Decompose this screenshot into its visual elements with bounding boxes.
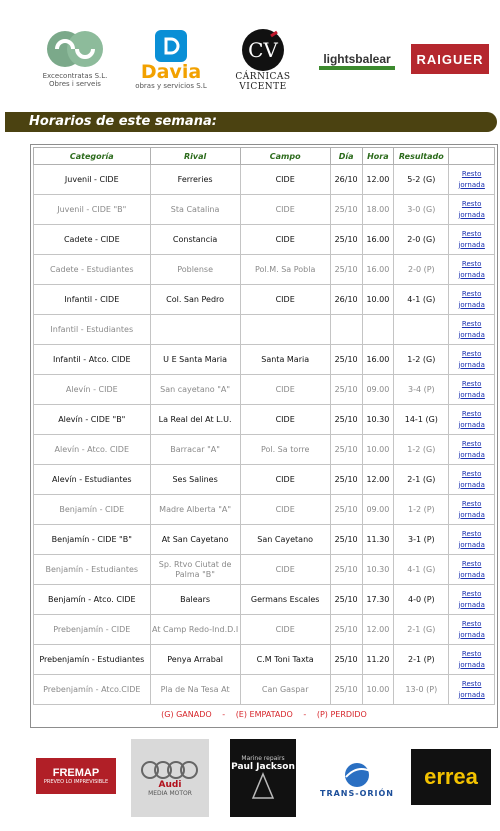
cell-categoria: Infantil - CIDE (34, 285, 151, 315)
cell-rival: Balears (150, 585, 240, 615)
audi-title: Audi (158, 779, 182, 790)
cell-rival: Col. San Pedro (150, 285, 240, 315)
cell-resultado: 3-4 (P) (394, 375, 449, 405)
cell-dia: 26/10 (330, 285, 362, 315)
errea-title: errea (424, 764, 478, 789)
cell-hora: 16.00 (362, 225, 394, 255)
cell-resto (449, 225, 495, 255)
cell-resultado: 3-1 (P) (394, 525, 449, 555)
cell-resto (449, 375, 495, 405)
svg-text:CV: CV (248, 38, 278, 62)
resto-jornada-link[interactable]: Resto jornada (458, 589, 485, 609)
cell-hora: 10.30 (362, 555, 394, 585)
cell-rival: Pla de Na Tesa At (150, 675, 240, 705)
cell-hora: 09.00 (362, 375, 394, 405)
cell-resultado: 4-1 (G) (394, 555, 449, 585)
cell-resultado: 1-2 (G) (394, 345, 449, 375)
table-row (34, 675, 495, 705)
table-row (34, 615, 495, 645)
cell-campo: Can Gaspar (240, 675, 330, 705)
cell-dia: 25/10 (330, 255, 362, 285)
sail-icon (243, 772, 283, 802)
cell-hora: 12.00 (362, 615, 394, 645)
cell-resultado: 1-2 (G) (394, 435, 449, 465)
cell-rival: Sp. Rtvo Ciutat de Palma "B" (150, 555, 240, 585)
resto-jornada-link[interactable]: Resto jornada (458, 349, 485, 369)
resto-jornada-link[interactable]: Resto jornada (458, 199, 485, 219)
resto-jornada-link[interactable]: Resto jornada (458, 229, 485, 249)
cell-dia: 25/10 (330, 555, 362, 585)
legend-separator: - (222, 710, 226, 719)
cv-monogram-icon (241, 28, 285, 72)
cell-resultado: 2-1 (P) (394, 645, 449, 675)
cell-rival: Barracar "A" (150, 435, 240, 465)
cell-hora (362, 315, 394, 345)
cell-campo: CIDE (240, 225, 330, 255)
table-row (34, 465, 495, 495)
bottom-sponsors (0, 733, 500, 831)
table-row (34, 585, 495, 615)
davia-logo[interactable] (135, 22, 207, 98)
cell-categoria: Benjamín - CIDE "B" (34, 525, 151, 555)
resto-jornada-link[interactable]: Resto jornada (458, 439, 485, 459)
table-row (34, 405, 495, 435)
paul-jackson-logo[interactable] (230, 739, 296, 817)
table-header-row (34, 148, 495, 165)
errea-logo[interactable] (411, 749, 491, 805)
audi-rings-icon (140, 760, 200, 780)
cell-dia: 25/10 (330, 375, 362, 405)
cell-hora: 09.00 (362, 495, 394, 525)
trans-orion-logo[interactable] (315, 755, 399, 803)
cell-rival: Madre Alberta "A" (150, 495, 240, 525)
cell-dia: 25/10 (330, 675, 362, 705)
cell-rival: Ferreries (150, 165, 240, 195)
excecontratas-logo[interactable] (40, 22, 110, 92)
cell-resto (449, 405, 495, 435)
resto-jornada-link[interactable]: Resto jornada (458, 469, 485, 489)
cell-resultado (394, 315, 449, 345)
table-row (34, 225, 495, 255)
cell-hora: 12.00 (362, 465, 394, 495)
resto-jornada-link[interactable]: Resto jornada (458, 409, 485, 429)
raiguer-logo[interactable] (411, 44, 489, 74)
cell-campo: Pol. Sa torre (240, 435, 330, 465)
trans-orion-title: TRANS-ORIÓN (319, 788, 395, 798)
table-row (34, 495, 495, 525)
cell-resto (449, 675, 495, 705)
cell-rival: Poblense (150, 255, 240, 285)
legend-ganado: (G) GANADO (161, 710, 212, 719)
cell-hora: 17.30 (362, 585, 394, 615)
cell-resultado: 2-0 (G) (394, 225, 449, 255)
cell-rival: U E Santa Maria (150, 345, 240, 375)
cell-categoria: Alevín - Estudiantes (34, 465, 151, 495)
excecontratas-emblem-icon (43, 26, 107, 72)
cell-rival: Penya Arrabal (150, 645, 240, 675)
header-resto (449, 148, 495, 165)
cell-categoria: Benjamín - Atco. CIDE (34, 585, 151, 615)
lightsbalear-bar (319, 66, 395, 70)
cell-resultado: 2-0 (P) (394, 255, 449, 285)
cell-categoria: Cadete - Estudiantes (34, 255, 151, 285)
resto-jornada-link[interactable]: Resto jornada (458, 679, 485, 699)
top-sponsors (0, 0, 500, 110)
resto-jornada-link[interactable]: Resto jornada (458, 619, 485, 639)
cell-dia: 25/10 (330, 465, 362, 495)
header-hora: Hora (362, 148, 394, 165)
table-row (34, 555, 495, 585)
cell-hora: 16.00 (362, 255, 394, 285)
header-rival: Rival (150, 148, 240, 165)
cell-rival: San cayetano "A" (150, 375, 240, 405)
cell-resultado: 2-1 (G) (394, 465, 449, 495)
cell-resto (449, 585, 495, 615)
section-title: Horarios de este semana: (29, 114, 217, 129)
legend-separator: - (303, 710, 307, 719)
table-row (34, 165, 495, 195)
cell-dia: 25/10 (330, 585, 362, 615)
resto-jornada-link[interactable]: Resto jornada (458, 559, 485, 579)
cell-resto (449, 255, 495, 285)
resto-jornada-link[interactable]: Resto jornada (458, 169, 485, 189)
paul-jackson-title: Paul Jackson (231, 761, 295, 772)
table-row (34, 645, 495, 675)
resto-jornada-link[interactable]: Resto jornada (458, 649, 485, 669)
resto-jornada-link[interactable]: Resto jornada (458, 529, 485, 549)
trans-orion-globe-icon (342, 761, 372, 789)
cell-campo: CIDE (240, 465, 330, 495)
cell-rival (150, 315, 240, 345)
legend-perdido: (P) PERDIDO (316, 710, 367, 719)
table-row (34, 375, 495, 405)
cell-hora: 12.00 (362, 165, 394, 195)
cell-categoria: Prebenjamín - Estudiantes (34, 645, 151, 675)
cell-campo: Santa Maria (240, 345, 330, 375)
cell-dia: 26/10 (330, 165, 362, 195)
cell-resto (449, 465, 495, 495)
audi-caption: MEDIA MOTOR (148, 789, 192, 797)
cell-categoria: Benjamín - CIDE (34, 495, 151, 525)
header-resultado: Resultado (394, 148, 449, 165)
resto-jornada-link[interactable]: Resto jornada (458, 259, 485, 279)
cell-resultado: 4-1 (G) (394, 285, 449, 315)
cell-resto (449, 645, 495, 675)
carnicas-vicente-caption: CÁRNICAS VICENTE (235, 72, 291, 92)
resto-jornada-link[interactable]: Resto jornada (458, 319, 485, 339)
cell-dia: 25/10 (330, 525, 362, 555)
cell-categoria: Alevín - CIDE "B" (34, 405, 151, 435)
cell-rival: Ses Salines (150, 465, 240, 495)
cell-resto (449, 345, 495, 375)
header-dia: Día (330, 148, 362, 165)
lightsbalear-title: lightsbalear (323, 52, 391, 66)
audi-logo[interactable] (131, 739, 209, 817)
cell-campo (240, 315, 330, 345)
cell-hora: 10.30 (362, 405, 394, 435)
fremap-logo[interactable] (36, 758, 116, 794)
header-campo: Campo (240, 148, 330, 165)
cell-categoria: Alevín - Atco. CIDE (34, 435, 151, 465)
cell-resultado: 1-2 (P) (394, 495, 449, 525)
cell-dia: 25/10 (330, 405, 362, 435)
cell-resultado: 5-2 (G) (394, 165, 449, 195)
cell-categoria: Benjamín - Estudiantes (34, 555, 151, 585)
fremap-caption: PREVEO LO IMPREVISIBLE (43, 779, 109, 785)
schedule-table (33, 147, 495, 705)
cell-dia: 25/10 (330, 195, 362, 225)
cell-categoria: Juvenil - CIDE "B" (34, 195, 151, 225)
cell-hora: 10.00 (362, 675, 394, 705)
cell-resto (449, 615, 495, 645)
lightsbalear-logo[interactable] (318, 48, 396, 74)
cell-dia: 25/10 (330, 645, 362, 675)
cell-resto (449, 435, 495, 465)
cell-hora: 11.20 (362, 645, 394, 675)
table-row (34, 435, 495, 465)
paul-jackson-caption: Marine repairs (241, 754, 285, 762)
cell-resto (449, 495, 495, 525)
cell-categoria: Prebenjamín - Atco.CIDE (34, 675, 151, 705)
cell-dia (330, 315, 362, 345)
table-row (34, 315, 495, 345)
davia-d-icon (155, 30, 187, 62)
cell-campo: Pol.M. Sa Pobla (240, 255, 330, 285)
carnicas-vicente-logo[interactable] (230, 22, 296, 98)
section-banner (5, 112, 497, 132)
table-row (34, 285, 495, 315)
cell-campo: CIDE (240, 195, 330, 225)
cell-campo: CIDE (240, 555, 330, 585)
cell-dia: 25/10 (330, 435, 362, 465)
cell-hora: 18.00 (362, 195, 394, 225)
table-row (34, 525, 495, 555)
cell-dia: 25/10 (330, 615, 362, 645)
cell-categoria: Cadete - CIDE (34, 225, 151, 255)
cell-rival: At San Cayetano (150, 525, 240, 555)
legend-empatado: (E) EMPATADO (235, 710, 293, 719)
cell-categoria: Juvenil - CIDE (34, 165, 151, 195)
cell-categoria: Alevín - CIDE (34, 375, 151, 405)
cell-resultado: 4-0 (P) (394, 585, 449, 615)
cell-categoria: Infantil - Atco. CIDE (34, 345, 151, 375)
cell-hora: 10.00 (362, 435, 394, 465)
schedule-table-frame (30, 144, 498, 728)
cell-campo: CIDE (240, 495, 330, 525)
cell-categoria: Infantil - Estudiantes (34, 315, 151, 345)
cell-dia: 25/10 (330, 495, 362, 525)
cell-resto (449, 555, 495, 585)
cell-campo: Germans Escales (240, 585, 330, 615)
cell-rival: Constancia (150, 225, 240, 255)
cell-campo: San Cayetano (240, 525, 330, 555)
resto-jornada-link[interactable]: Resto jornada (458, 499, 485, 519)
cell-campo: CIDE (240, 285, 330, 315)
cell-campo: CIDE (240, 405, 330, 435)
cell-resultado: 2-1 (G) (394, 615, 449, 645)
cell-hora: 11.30 (362, 525, 394, 555)
cell-rival: La Real del At L.U. (150, 405, 240, 435)
table-row (34, 345, 495, 375)
cell-resto (449, 165, 495, 195)
raiguer-title: RAIGUER (416, 51, 484, 67)
resto-jornada-link[interactable]: Resto jornada (458, 379, 485, 399)
resto-jornada-link[interactable]: Resto jornada (458, 289, 485, 309)
cell-resultado: 13-0 (P) (394, 675, 449, 705)
cell-campo: CIDE (240, 375, 330, 405)
cell-categoria: Prebenjamín - CIDE (34, 615, 151, 645)
cell-resto (449, 285, 495, 315)
table-row (34, 255, 495, 285)
cell-hora: 16.00 (362, 345, 394, 375)
cell-resultado: 3-0 (G) (394, 195, 449, 225)
cell-resto (449, 315, 495, 345)
cell-rival: Sta Catalina (150, 195, 240, 225)
table-row (34, 195, 495, 225)
cell-campo: CIDE (240, 615, 330, 645)
cell-campo: CIDE (240, 165, 330, 195)
cell-resto (449, 195, 495, 225)
cell-campo: C.M Toni Taxta (240, 645, 330, 675)
cell-dia: 25/10 (330, 345, 362, 375)
cell-resto (449, 525, 495, 555)
fremap-title: FREMAP (52, 767, 100, 779)
davia-caption: obras y servicios S.L (135, 82, 207, 90)
cell-rival: At Camp Redo-Ind.D.I (150, 615, 240, 645)
header-categoria: Categoría (34, 148, 151, 165)
cell-hora: 10.00 (362, 285, 394, 315)
result-legend (33, 709, 495, 721)
davia-title: Davia (140, 61, 202, 83)
cell-dia: 25/10 (330, 225, 362, 255)
cell-resultado: 14-1 (G) (394, 405, 449, 435)
excecontratas-caption: Excecontratas S.L. Obres i serveis (42, 72, 108, 88)
